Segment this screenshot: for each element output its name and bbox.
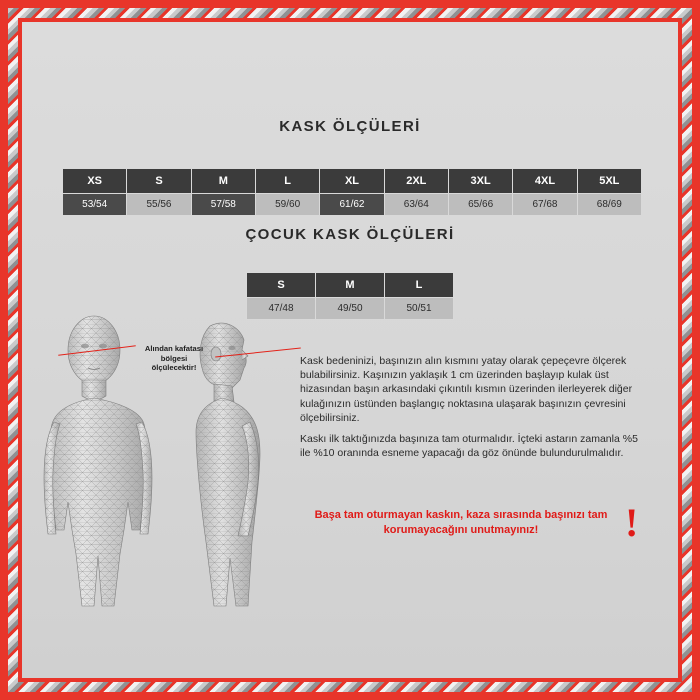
size-value-cell: 55/56 bbox=[127, 194, 191, 216]
size-header-cell: M bbox=[316, 273, 385, 298]
warning-line-1: Başa tam oturmayan kaskın, kaza sırasında başınızı tam bbox=[314, 509, 608, 521]
warning-line-2: korumayacağını unutmayınız! bbox=[383, 524, 539, 536]
size-header-cell: L bbox=[385, 273, 454, 298]
size-value-cell: 47/48 bbox=[247, 298, 316, 320]
description-text bbox=[300, 354, 640, 467]
table-row-header bbox=[247, 273, 454, 298]
size-header-cell: 4XL bbox=[513, 169, 577, 194]
size-header-cell: XS bbox=[63, 169, 127, 194]
size-header-cell: 3XL bbox=[448, 169, 512, 194]
size-header-cell: 2XL bbox=[384, 169, 448, 194]
size-value-cell: 53/54 bbox=[63, 194, 127, 216]
size-header-cell: M bbox=[191, 169, 255, 194]
size-value-cell: 63/64 bbox=[384, 194, 448, 216]
table-row bbox=[63, 194, 642, 216]
description-paragraph-1: Kask bedeninizi, başınızın alın kısmını yatay olarak çepeçevre ölçerek bulabilirsiniz. Kaşınızın yaklaşık 1 cm üzerinden başlayıp kulak üst hizasından başın arkasındaki çıkıntılı kısmın üzerinden ilerleyerek diğer kulağınızın üstünden başlangıç noktasına ulaşarak başınızın çevresini ölçebilirsiniz. bbox=[300, 355, 633, 424]
size-value-cell: 65/66 bbox=[448, 194, 512, 216]
measure-annotation bbox=[131, 344, 217, 373]
exclamation-icon: ! bbox=[625, 500, 639, 545]
warning-text bbox=[296, 508, 626, 538]
size-value-cell: 49/50 bbox=[316, 298, 385, 320]
table-row-header bbox=[63, 169, 642, 194]
size-header-cell: 5XL bbox=[577, 169, 641, 194]
annotation-line-1: Alından kafatası bbox=[144, 344, 204, 353]
page-title-adult: KASK ÖLÇÜLERİ bbox=[279, 118, 421, 135]
size-value-cell: 61/62 bbox=[320, 194, 384, 216]
size-value-cell: 68/69 bbox=[577, 194, 641, 216]
annotation-line-3: ölçülecektir! bbox=[151, 363, 197, 373]
size-header-cell: L bbox=[255, 169, 319, 194]
annotation-line-2: bölgesi bbox=[160, 353, 188, 363]
description-paragraph-2: Kaskı ilk taktığınızda başınıza tam oturmalıdır. İçteki astarın zamanla %5 ile %10 oranında esneme yapacağı da göz önünde bulundurulmalıdır. bbox=[300, 433, 638, 460]
size-header-cell: XL bbox=[320, 169, 384, 194]
adult-size-table bbox=[62, 168, 642, 216]
size-value-cell: 57/58 bbox=[191, 194, 255, 216]
size-value-cell: 59/60 bbox=[255, 194, 319, 216]
size-header-cell: S bbox=[127, 169, 191, 194]
page-title-kids: ÇOCUK KASK ÖLÇÜLERİ bbox=[245, 226, 455, 243]
size-value-cell: 67/68 bbox=[513, 194, 577, 216]
size-value-cell: 50/51 bbox=[385, 298, 454, 320]
size-header-cell: S bbox=[247, 273, 316, 298]
